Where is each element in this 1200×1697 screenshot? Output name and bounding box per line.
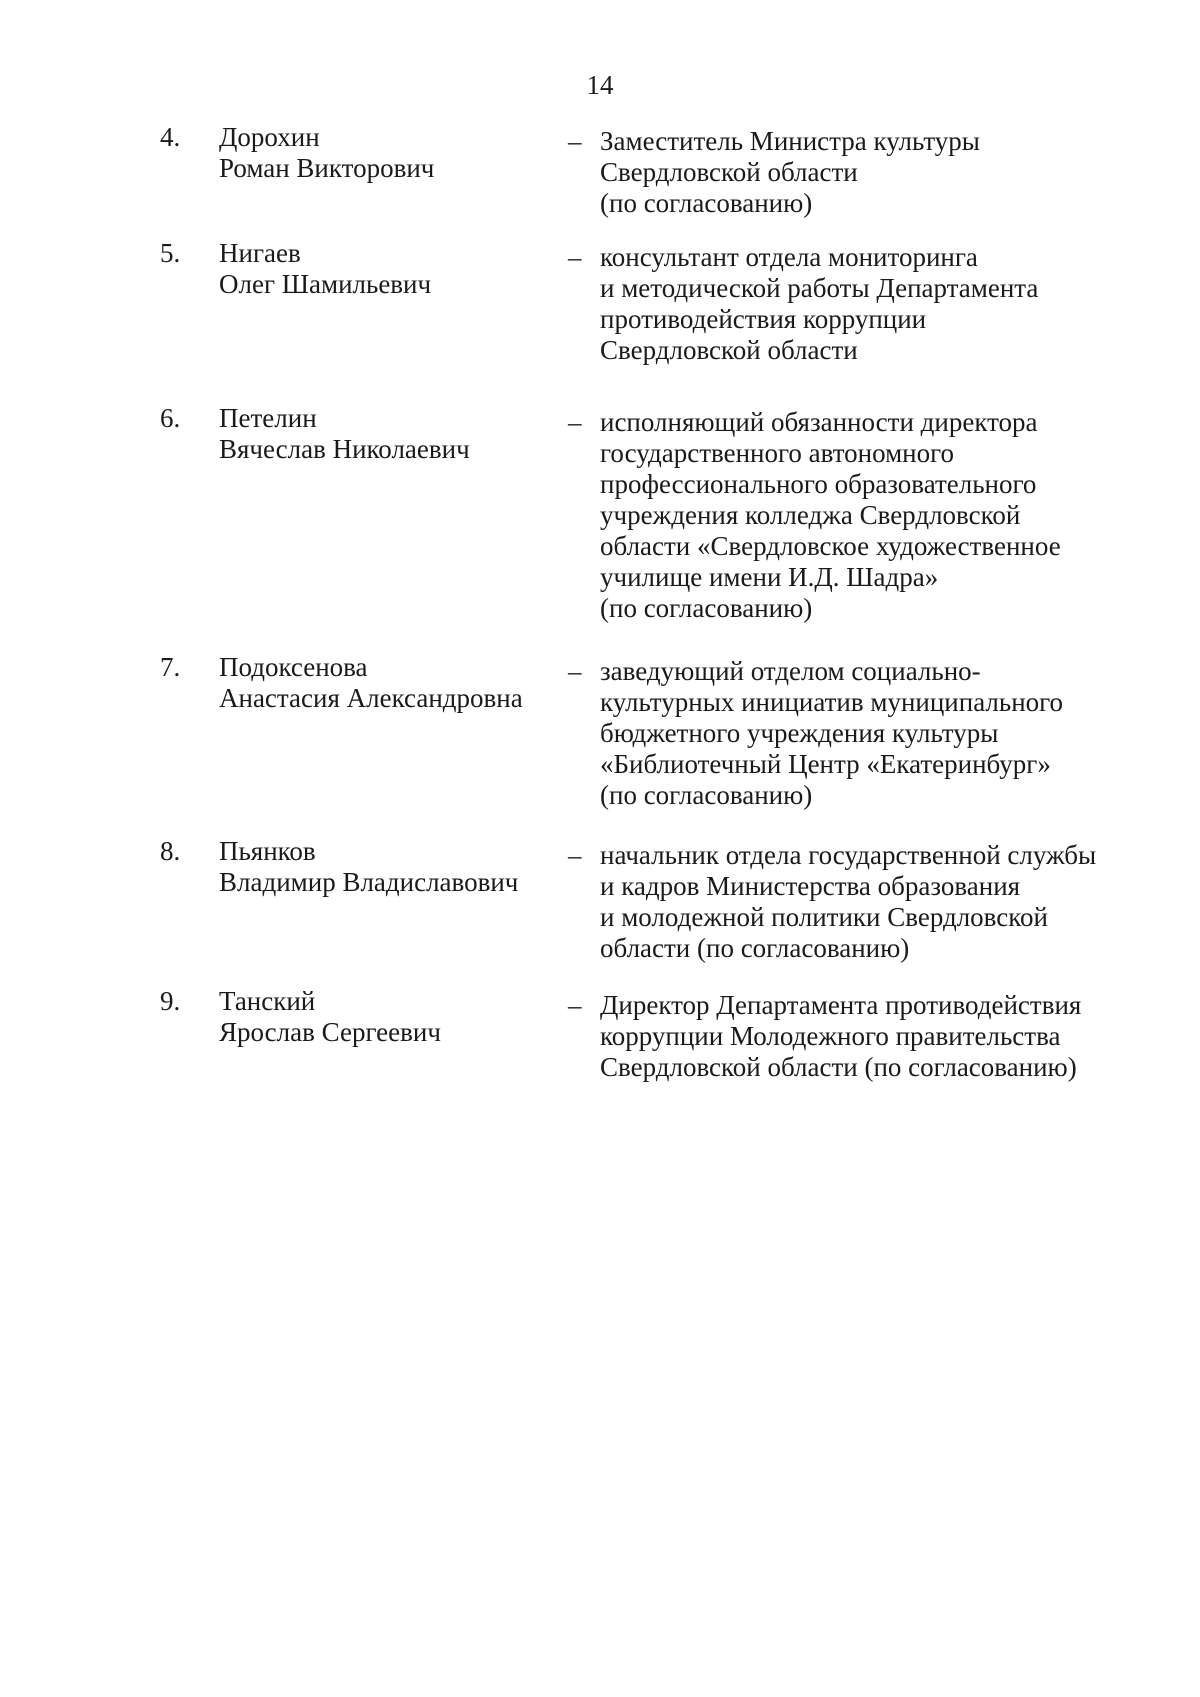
member-surname: Дорохин [219,122,320,152]
position-line: «Библиотечный Центр «Екатеринбург» [600,749,1051,779]
member-given-names: Вячеслав Николаевич [219,434,470,464]
member-surname: Подоксенова [219,652,368,682]
member-name [219,403,549,465]
dash-separator: – [568,407,582,437]
member-position [600,656,1160,811]
position-line: училище имени И.Д. Шадра» [600,562,939,592]
entry-number: 4. [160,122,181,152]
position-line: государственного автономного [600,438,955,468]
position-line: профессионального образовательного [600,469,1037,499]
member-position [600,126,1160,219]
position-line: и кадров Министерства образования [600,871,1021,901]
position-line: противодействия коррупции [600,304,927,334]
member-name [219,122,549,184]
dash-separator: – [568,840,582,870]
position-line: бюджетного учреждения культуры [600,718,999,748]
member-given-names: Владимир Владиславович [219,867,519,897]
position-line: Свердловской области [600,335,858,365]
position-line: (по согласованию) [600,780,813,810]
member-name [219,836,549,898]
position-line: области «Свердловское художественное [600,531,1061,561]
entry-number: 7. [160,652,181,682]
position-line: и методической работы Департамента [600,273,1039,303]
position-line: консультант отдела мониторинга [600,242,978,272]
member-given-names: Анастасия Александровна [219,683,523,713]
member-name [219,238,549,300]
member-given-names: Роман Викторович [219,153,435,183]
position-line: заведующий отделом социально- [600,656,981,686]
member-surname: Нигаев [219,238,301,268]
entry-number: 6. [160,403,181,433]
member-name [219,986,549,1048]
member-given-names: Олег Шамильевич [219,269,432,299]
dash-separator: – [568,126,582,156]
member-position [600,840,1160,964]
position-line: культурных инициатив муниципального [600,687,1064,717]
member-given-names: Ярослав Сергеевич [219,1017,441,1047]
page-number: 14 [586,70,614,100]
entry-number: 5. [160,238,181,268]
member-surname: Петелин [219,403,317,433]
member-position [600,242,1160,366]
member-position [600,990,1160,1083]
member-position [600,407,1160,624]
dash-separator: – [568,656,582,686]
position-line: Директор Департамента противодействия [600,990,1082,1020]
position-line: Свердловской области (по согласованию) [600,1052,1077,1082]
entry-number: 8. [160,836,181,866]
member-name [219,652,549,714]
position-line: учреждения колледжа Свердловской [600,500,1021,530]
position-line: (по согласованию) [600,593,813,623]
position-line: коррупции Молодежного правительства [600,1021,1061,1051]
position-line: (по согласованию) [600,188,813,218]
position-line: Свердловской области [600,157,858,187]
position-line: исполняющий обязанности директора [600,407,1038,437]
position-line: Заместитель Министра культуры [600,126,980,156]
position-line: области (по согласованию) [600,933,910,963]
dash-separator: – [568,242,582,272]
entry-number: 9. [160,986,181,1016]
member-surname: Пьянков [219,836,316,866]
position-line: начальник отдела государственной службы [600,840,1097,870]
member-surname: Танский [219,986,316,1016]
position-line: и молодежной политики Свердловской [600,902,1048,932]
dash-separator: – [568,990,582,1020]
